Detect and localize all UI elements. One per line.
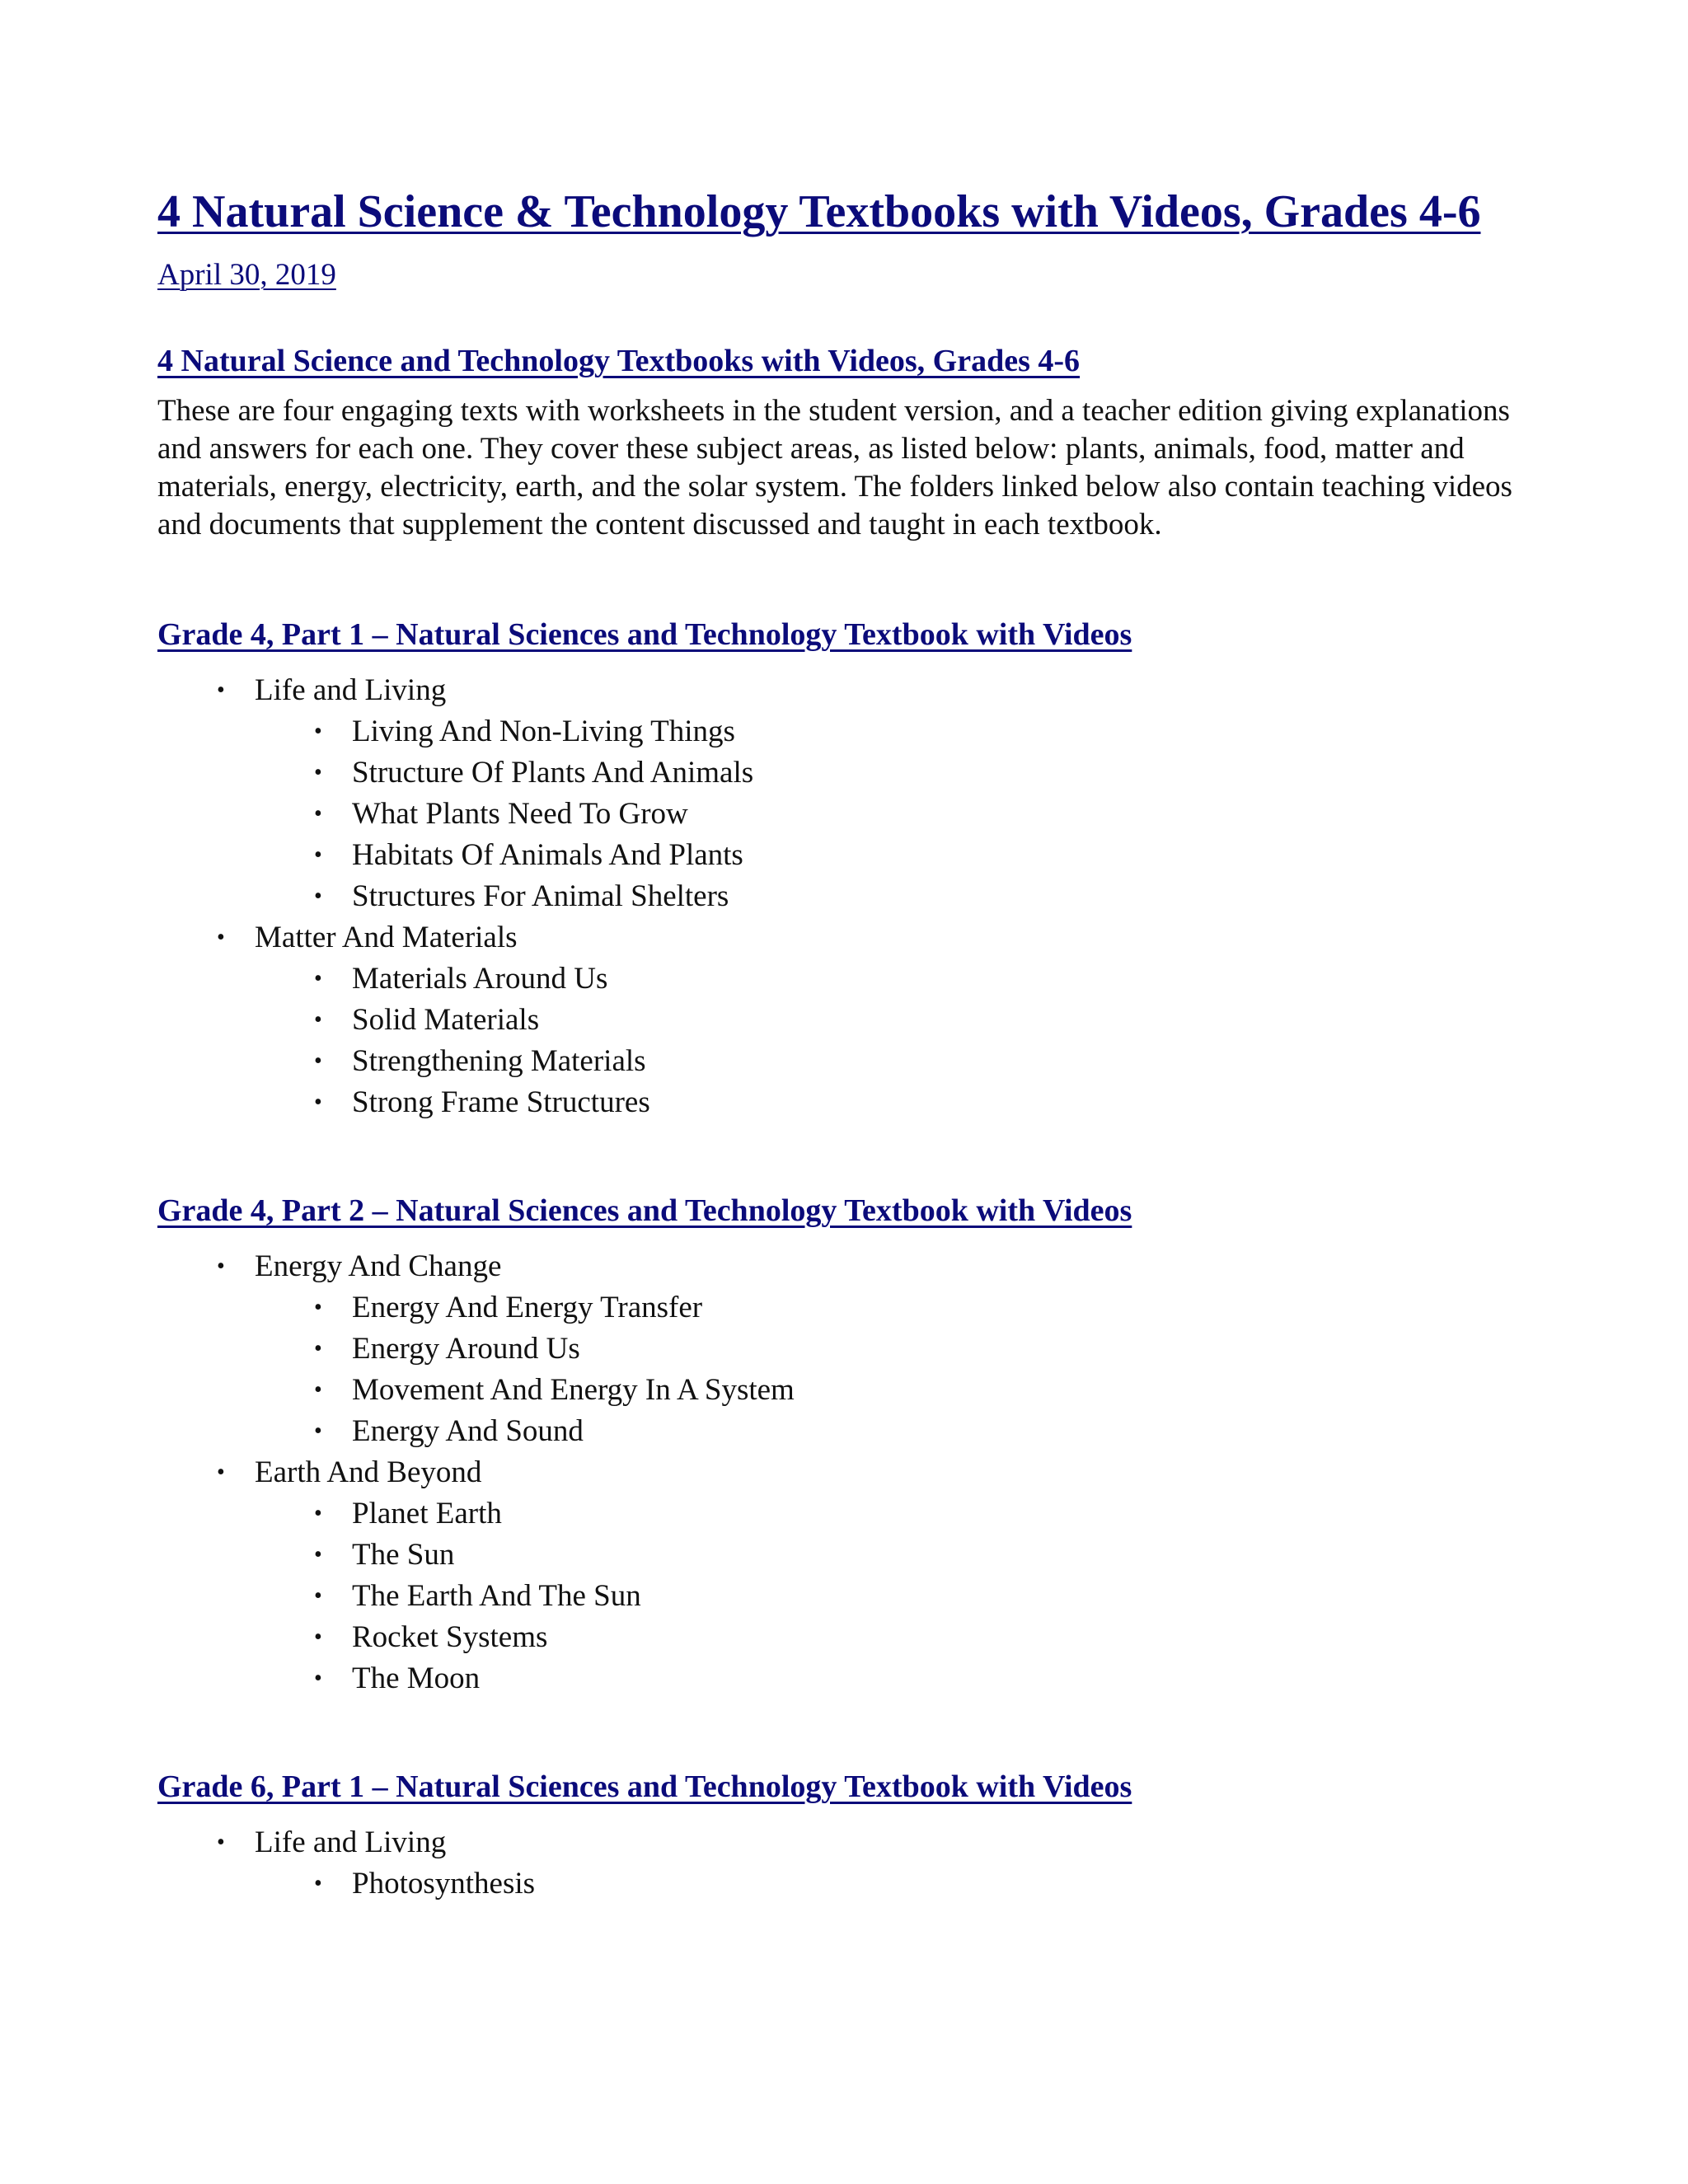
subtopic-item: [255, 1617, 1559, 1658]
subtopic-item: [255, 1082, 1559, 1123]
subtopic-label: Strong Frame Structures: [352, 1085, 650, 1119]
subtopic-label: Structures For Animal Shelters: [352, 879, 729, 913]
subtopic-item: [255, 711, 1559, 752]
bullet-icon: •: [314, 1295, 322, 1320]
subtopic-item: [255, 1576, 1559, 1617]
subtopic-list: [255, 1493, 1559, 1699]
bullet-icon: •: [314, 1377, 322, 1403]
subtopic-item: [255, 1000, 1559, 1041]
subtopic-item: [255, 1863, 1559, 1905]
topic-label: Energy And Change: [255, 1249, 502, 1283]
subtopic-item: [255, 835, 1559, 876]
subtopic-label: Energy And Sound: [352, 1414, 584, 1448]
topic-item: [157, 1822, 1559, 1905]
bullet-icon: •: [314, 1090, 322, 1115]
subtopic-label: Structure Of Plants And Animals: [352, 756, 754, 790]
post-date-link[interactable]: April 30, 2019: [157, 258, 336, 292]
subtopic-item: [255, 1370, 1559, 1411]
intro-heading: [157, 340, 1559, 382]
subtopic-label: What Plants Need To Grow: [352, 797, 688, 831]
topic-label: Life and Living: [255, 1825, 447, 1859]
subtopic-item: [255, 958, 1559, 1000]
topic-label: Matter And Materials: [255, 921, 518, 954]
topic-label: Earth And Beyond: [255, 1455, 482, 1489]
subtopic-label: Planet Earth: [352, 1497, 502, 1530]
topic-list: [157, 1822, 1559, 1905]
post-title: [157, 183, 1559, 241]
topic-item: [157, 670, 1559, 917]
subtopic-item: [255, 752, 1559, 794]
bullet-icon: •: [314, 966, 322, 991]
bullet-icon: •: [314, 719, 322, 744]
subtopic-label: The Moon: [352, 1661, 481, 1695]
bullet-icon: •: [314, 1501, 322, 1526]
section-heading: [157, 613, 1559, 656]
topic-item: [157, 1246, 1559, 1452]
subtopic-label: Materials Around Us: [352, 962, 608, 996]
subtopic-list: [255, 1287, 1559, 1452]
bullet-icon: •: [314, 1871, 322, 1896]
post-date: [157, 255, 1559, 295]
subtopic-list: [255, 958, 1559, 1123]
bullet-icon: •: [314, 883, 322, 909]
intro-heading-link[interactable]: 4 Natural Science and Technology Textbooks with Videos, Grades 4-6: [157, 344, 1081, 378]
bullet-icon: •: [314, 760, 322, 785]
subtopic-label: Photosynthesis: [352, 1867, 536, 1900]
bullet-icon: •: [314, 1336, 322, 1361]
subtopic-item: [255, 1411, 1559, 1452]
subtopic-label: The Earth And The Sun: [352, 1579, 641, 1613]
bullet-icon: •: [314, 1418, 322, 1444]
subtopic-label: Movement And Energy In A System: [352, 1373, 795, 1407]
subtopic-label: Energy Around Us: [352, 1332, 580, 1366]
subtopic-item: [255, 1535, 1559, 1576]
topic-list: [157, 1246, 1559, 1699]
subtopic-item: [255, 1329, 1559, 1370]
bullet-icon: •: [314, 842, 322, 868]
bullet-icon: •: [314, 1666, 322, 1691]
subtopic-list: [255, 1863, 1559, 1905]
subtopic-label: Living And Non-Living Things: [352, 715, 735, 748]
topic-label: Life and Living: [255, 673, 447, 707]
topic-item: [157, 917, 1559, 1123]
subtopic-label: Energy And Energy Transfer: [352, 1291, 703, 1324]
bullet-icon: •: [314, 1624, 322, 1650]
bullet-icon: •: [217, 1254, 225, 1279]
section-heading-link[interactable]: Grade 4, Part 1 – Natural Sciences and Technology Textbook with Videos: [157, 617, 1132, 652]
topic-item: [157, 1452, 1559, 1699]
bullet-icon: •: [314, 1007, 322, 1033]
section-heading-link[interactable]: Grade 6, Part 1 – Natural Sciences and Technology Textbook with Videos: [157, 1769, 1132, 1804]
subtopic-label: Solid Materials: [352, 1003, 540, 1037]
bullet-icon: •: [314, 1583, 322, 1609]
bullet-icon: •: [217, 1830, 225, 1855]
textbook-section: [157, 1189, 1559, 1699]
bullet-icon: •: [217, 1460, 225, 1485]
subtopic-item: [255, 876, 1559, 917]
textbook-section: [157, 613, 1559, 1123]
subtopic-item: [255, 1493, 1559, 1535]
subtopic-label: Strengthening Materials: [352, 1044, 646, 1078]
bullet-icon: •: [314, 1048, 322, 1074]
section-heading-link[interactable]: Grade 4, Part 2 – Natural Sciences and Technology Textbook with Videos: [157, 1193, 1132, 1228]
sections-container: [157, 613, 1559, 1905]
subtopic-item: [255, 1287, 1559, 1329]
intro-paragraph: These are four engaging texts with worksheets in the student version, and a teacher edition giving explanations and answers for each one. They cover these subject areas, as listed below: plants, animals, food, matter and materials, energy, electricity, earth, and the solar system. The folders linked below also contain teaching videos and documents that supplement the content discussed and taught in each textbook.: [157, 394, 1512, 541]
bullet-icon: •: [217, 925, 225, 950]
bullet-icon: •: [314, 801, 322, 827]
subtopic-label: The Sun: [352, 1538, 455, 1572]
subtopic-item: [255, 1041, 1559, 1082]
subtopic-item: [255, 1658, 1559, 1699]
section-heading: [157, 1765, 1559, 1808]
subtopic-list: [255, 711, 1559, 917]
bullet-icon: •: [314, 1542, 322, 1568]
post-title-link[interactable]: 4 Natural Science & Technology Textbooks with Videos, Grades 4-6: [157, 186, 1481, 237]
textbook-section: [157, 1765, 1559, 1905]
subtopic-label: Rocket Systems: [352, 1620, 548, 1654]
subtopic-label: Habitats Of Animals And Plants: [352, 838, 743, 872]
article: [157, 183, 1559, 1905]
topic-list: [157, 670, 1559, 1123]
bullet-icon: •: [217, 677, 225, 703]
section-heading: [157, 1189, 1559, 1232]
subtopic-item: [255, 794, 1559, 835]
